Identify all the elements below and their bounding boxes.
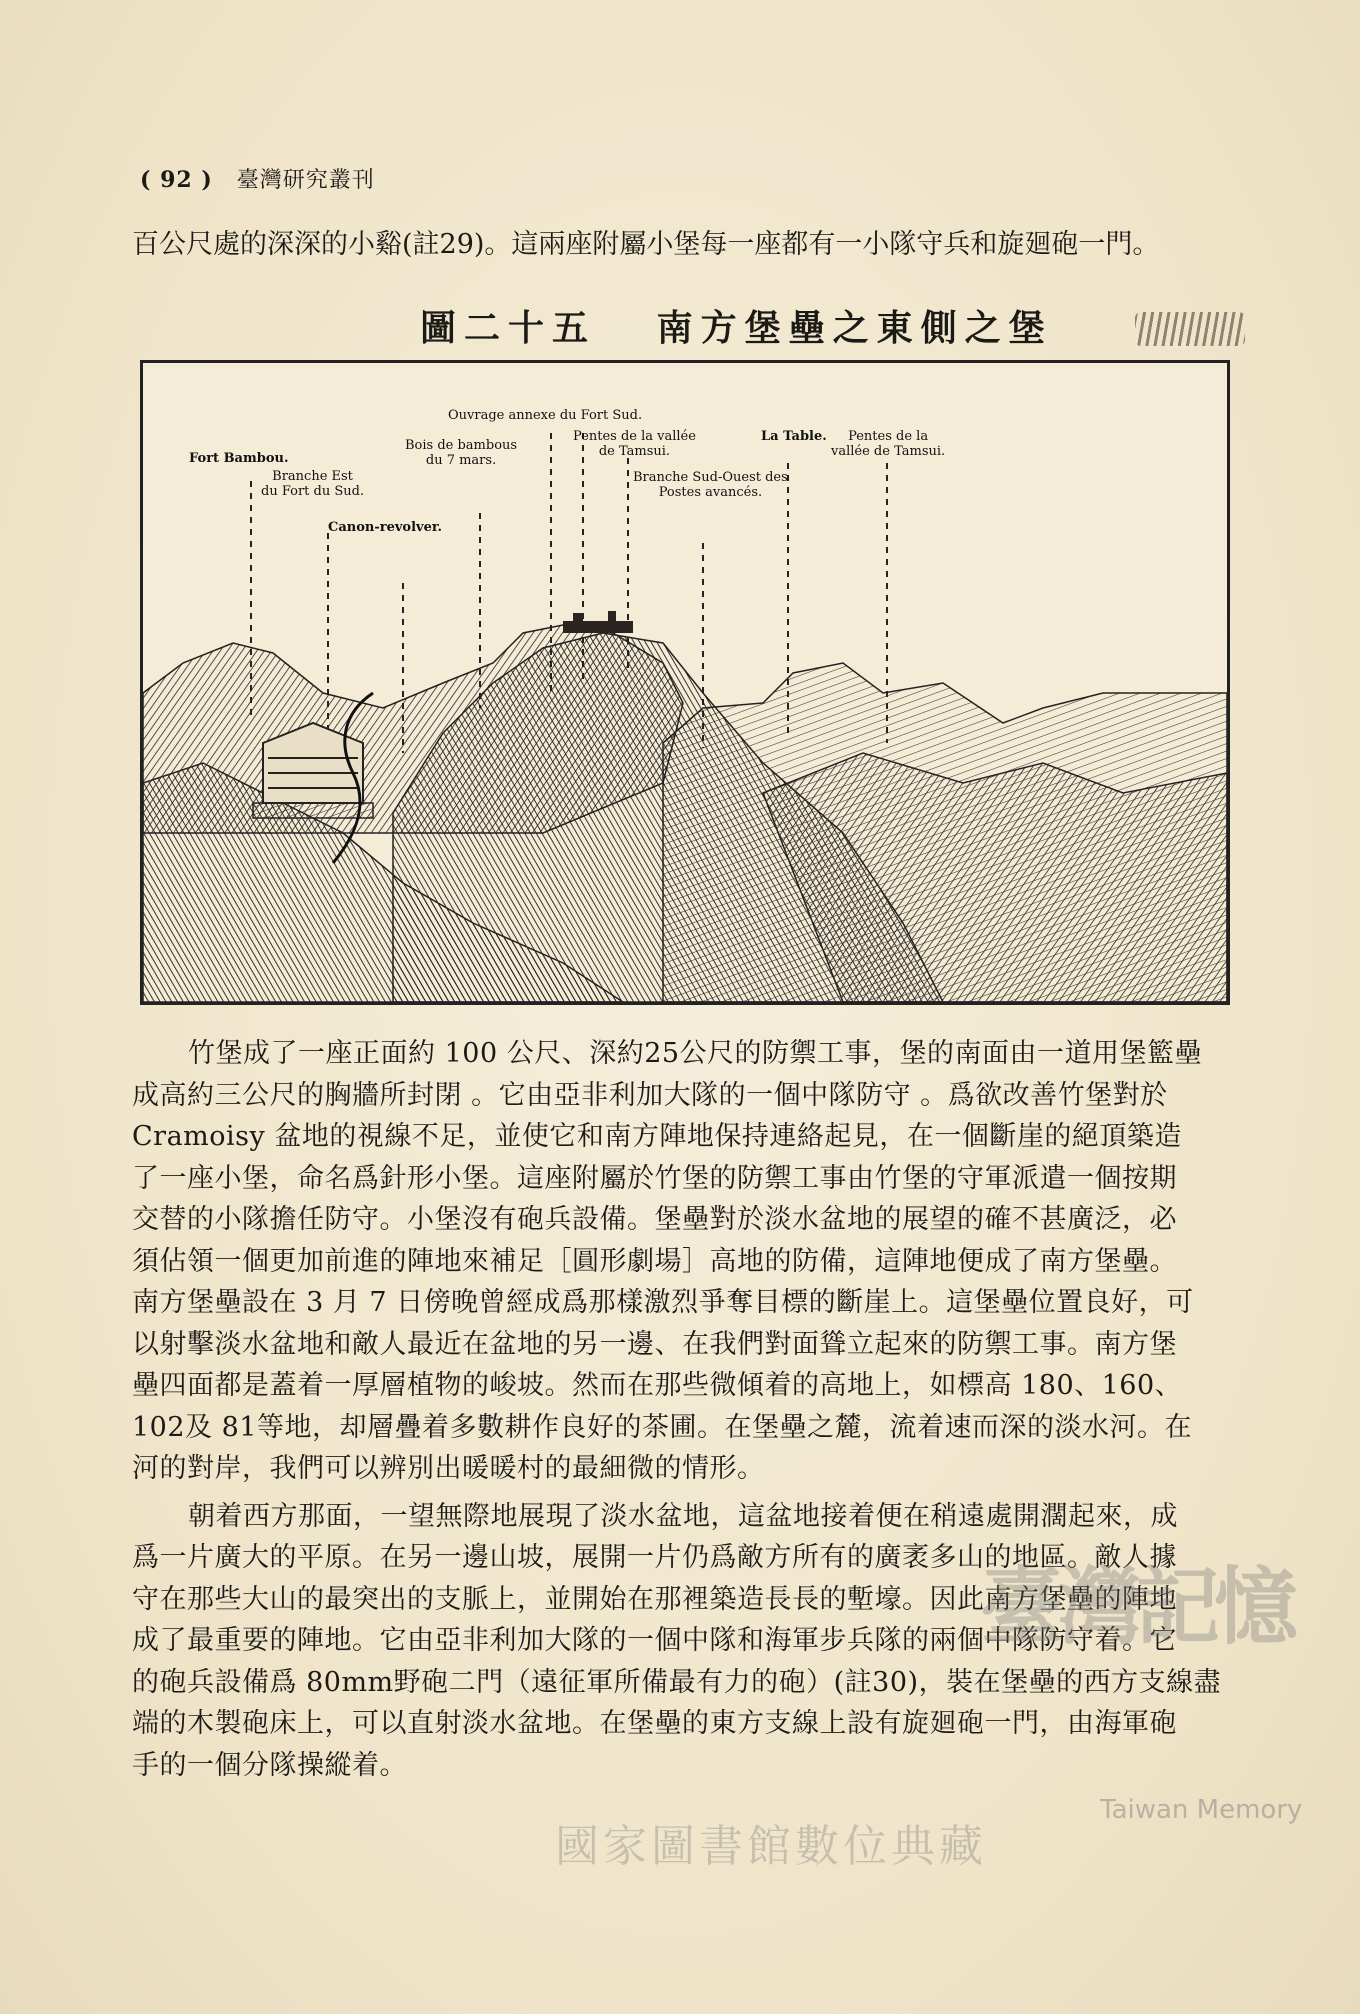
text-line: 南方堡壘設在 3 月 7 日傍晚曾經成爲那樣激烈爭奪目標的斷崖上。這堡壘位置良好，可	[132, 1287, 1194, 1318]
library-watermark	[980, 1540, 1303, 1870]
label-canon-revolver: Canon-revolver.	[328, 520, 443, 535]
page-header	[140, 163, 375, 194]
text-line: 竹堡成了一座正面約 100 公尺、深約25公尺的防禦工事，堡的南面由一道用堡籃壘	[188, 1038, 1203, 1069]
text-line: 102及 81等地，却層疊着多數耕作良好的茶圃。在堡壘之麓，流着速而深的淡水河。在	[132, 1411, 1192, 1443]
label-branche-est: Branche Est du Fort du Sud.	[261, 469, 365, 499]
text-line: 手的一個分隊操縱着。	[132, 1749, 407, 1781]
label-branche-sud-ouest: Branche Sud-Ouest des Postes avancés.	[633, 470, 788, 500]
text-line: 成了最重要的陣地。它由亞非利加大隊的一個中隊和海軍步兵隊的兩個中隊防守着。它	[132, 1625, 1177, 1656]
text-line: 以射擊淡水盆地和敵人最近在盆地的另一邊、在我們對面聳立起來的防禦工事。南方堡	[132, 1328, 1177, 1360]
watermark-english: Taiwan Memory	[1100, 1795, 1303, 1825]
text-line: 朝着西方那面，一望無際地展現了淡水盆地，這盆地接着便在稍遠處開濶起來，成	[188, 1500, 1178, 1532]
page-number: ( 92 )	[140, 167, 213, 193]
label-fort-bambou: Fort Bambou.	[189, 451, 289, 466]
text-line: 壘四面都是蓋着一厚層植物的峻坡。然而在那些微傾着的高地上，如標高 180、160、	[132, 1370, 1183, 1401]
label-pentes-vallee: Pentes de la vallée de Tamsui.	[573, 429, 696, 459]
ink-smudge	[1135, 312, 1245, 346]
figure-number: 圖二十五	[420, 307, 597, 349]
text-line: 交替的小隊擔任防守。小堡沒有砲兵設備。堡壘對於淡水盆地的展望的確不甚廣泛，必	[132, 1204, 1177, 1235]
label-la-table: La Table.	[761, 429, 827, 444]
text-line: Cramoisy 盆地的視線不足，並使它和南方陣地保持連絡起見，在一個斷崖的絕頂築造	[132, 1121, 1182, 1152]
landscape-engraving	[140, 360, 1230, 1005]
text-line: 端的木製砲床上，可以直射淡水盆地。在堡壘的東方支線上設有旋廻砲一門，由海軍砲	[132, 1708, 1177, 1739]
journal-title: 臺灣研究叢刊	[236, 168, 375, 193]
figure-caption: 南方堡壘之東側之堡	[656, 307, 1053, 349]
fort-on-summit	[563, 611, 633, 633]
text-line: 河的對岸，我們可以辨別出暖暖村的最細微的情形。	[132, 1453, 765, 1484]
text-line: 守在那些大山的最突出的支脈上，並開始在那裡築造長長的塹壕。因此南方堡壘的陣地	[132, 1583, 1177, 1615]
paragraph-1	[132, 1033, 1262, 1490]
label-pentes-de-la-vallee-tamsui: Pentes de la vallée de Tamsui.	[831, 429, 946, 459]
watermark-subtitle: 國家圖書館數位典藏	[555, 1821, 987, 1872]
label-ouvrage-annexe: Ouvrage annexe du Fort Sud.	[448, 408, 643, 423]
text-line: 成高約三公尺的胸牆所封閉 。它由亞非利加大隊的一個中隊防守 。爲欲改善竹堡對於	[132, 1079, 1168, 1111]
text-line: 須佔領一個更加前進的陣地來補足［圓形劇場］高地的防備，這陣地便成了南方堡壘。	[132, 1245, 1177, 1277]
figure-title	[420, 300, 1053, 351]
label-bois-de-bambous: Bois de bambous du 7 mars.	[405, 438, 518, 468]
text-line: 爲一片廣大的平原。在另一邊山坡，展開一片仍爲敵方所有的廣袤多山的地區。敵人據	[132, 1542, 1177, 1573]
text-line: 了一座小堡，命名爲針形小堡。這座附屬於竹堡的防禦工事由竹堡的守軍派遣一個按期	[132, 1162, 1177, 1194]
text-line: 的砲兵設備爲 80mm野砲二門（遠征軍所備最有力的砲）(註30)，裝在堡壘的西方支線盡	[132, 1666, 1222, 1698]
top-text-line: 百公尺處的深深的小谿(註29)。這兩座附屬小堡每一座都有一小隊守兵和旋廻砲一門。	[132, 229, 1160, 260]
watermark-logo-text: 臺灣記憶	[980, 1557, 1293, 1656]
